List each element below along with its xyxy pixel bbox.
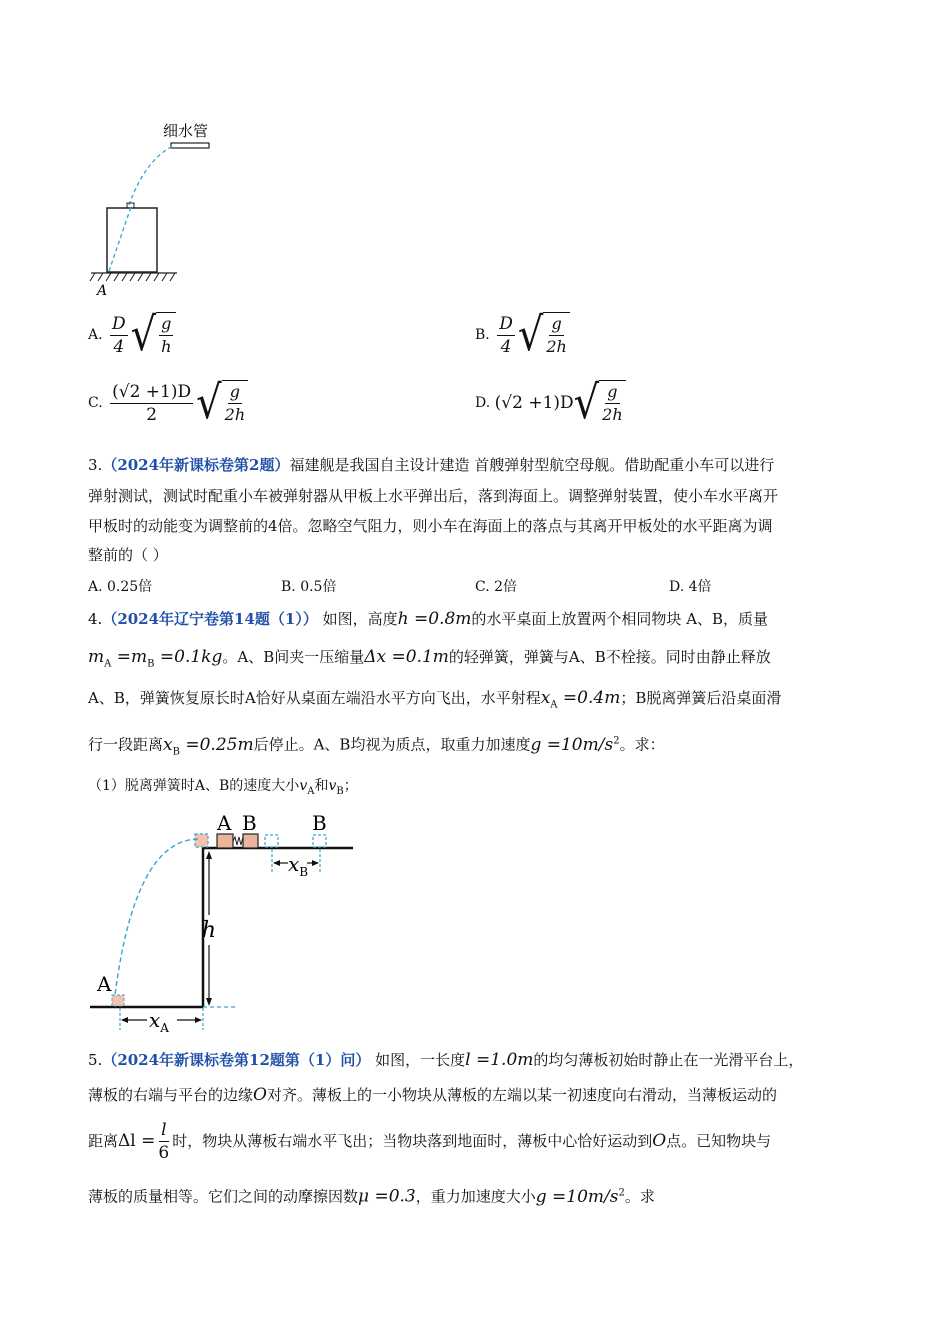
q5-text-1a: 如图，一长度	[370, 1051, 466, 1069]
q4-compression-expr: Δx =0.1m	[364, 647, 449, 667]
q4-number: 4.	[88, 610, 103, 628]
q5-delta-l-num: l	[161, 1119, 167, 1140]
q4-g-expr: $g =10m/s^2$	[530, 734, 620, 755]
q3-number: 3.	[88, 456, 103, 474]
q4-text-3b: ；B脱离弹簧后沿桌面滑	[620, 689, 782, 707]
q5-delta-l: Δl =	[118, 1131, 156, 1151]
q5-text-1b: 的均匀薄板初始时静止在一光滑平台上，	[533, 1051, 804, 1069]
option-c-num: (√2 +1)D	[112, 381, 192, 402]
option-a-fraction	[110, 313, 128, 358]
q4-line-3	[88, 688, 781, 715]
q3-line-2: 弹射测试，测试时配重小车被弹射器从甲板上水平弹出后，落到海面上。调整弹射装置，使小车水平离开	[88, 487, 779, 505]
q4-text-4a: 行一段距离	[88, 735, 164, 754]
q4-text-4c: 。求：	[619, 735, 665, 754]
option-b-letter: B.	[475, 327, 490, 343]
option-a[interactable]	[88, 308, 176, 362]
label-point-a: A	[97, 283, 108, 299]
q5-line-3	[88, 1118, 771, 1164]
option-a-letter: A.	[88, 327, 103, 343]
q4-text-2a: 。A、B间夹一压缩量	[222, 648, 365, 666]
label-xa: $x_A$	[149, 1008, 169, 1035]
option-b-sqrt: √ $\frac{g}{2h}$	[518, 312, 570, 358]
option-d-rad-num: g	[605, 381, 619, 404]
q5-point-o-2: O	[652, 1131, 667, 1151]
option-c-rad-den: 2h	[224, 405, 246, 424]
option-d-letter: D.	[475, 395, 491, 411]
q4-text-1b: 的水平桌面上放置两个相同物块 A、B，质量	[471, 610, 769, 628]
label-h: h	[201, 918, 217, 943]
block-b-ghost-end	[313, 835, 326, 847]
q5-text-3b: 时，物块从薄板右端水平飞出；当物块落到地面时，薄板中心恰好运动到	[172, 1132, 653, 1150]
label-a-bottom: A	[97, 972, 112, 996]
q3-option-b[interactable]: B. 0.5倍	[281, 579, 337, 595]
option-d[interactable]	[475, 376, 626, 430]
q4-subquestion-1	[88, 776, 358, 802]
q4-xa-expr: $x_A =0.4m$	[540, 688, 621, 711]
q3-text-1: 福建舰是我国自主设计建造 首艘弹射型航空母舰。借助配重小车可以进行	[289, 456, 775, 474]
option-c-den: 2	[146, 404, 158, 425]
option-c[interactable]	[88, 376, 248, 430]
q5-g-expr: $g =10m/s^2$	[535, 1186, 625, 1207]
q5-point-o-1: O	[253, 1085, 267, 1105]
q5-line-2	[88, 1085, 777, 1105]
q4-sub1-text-c: ；	[343, 778, 358, 794]
option-c-rad-num: g	[228, 381, 242, 404]
block-b-ghost-start	[265, 835, 278, 847]
water-tank	[107, 208, 157, 272]
q3-line-3: 甲板时的动能变为调整前的4倍。忽略空气阻力，则小车在海面上的落点与其离开甲板处的水平距离为调	[88, 517, 773, 535]
q5-delta-l-den: 6	[158, 1142, 170, 1163]
q5-line-4	[88, 1183, 655, 1207]
q5-text-3c: 点。已知物块与	[666, 1132, 772, 1150]
q5-delta-l-fraction	[158, 1119, 169, 1164]
xb-arrowhead-right	[312, 860, 319, 866]
block-a-landed	[112, 995, 124, 1006]
q4-sub1-text-a: （1）脱离弹簧时A、B的速度大小	[88, 778, 300, 794]
figure-water-tank	[85, 115, 235, 305]
option-d-pre: (√2 +1)D	[494, 393, 574, 413]
q3-option-d[interactable]: D. 4倍	[669, 579, 712, 595]
figure-table-blocks	[85, 805, 365, 1035]
q5-text-4c: 。求	[624, 1187, 655, 1206]
q4-va: $v_A$	[299, 778, 315, 797]
q3-line-4: 整前的（ ）	[88, 546, 168, 564]
option-b-den: 4	[500, 336, 512, 357]
label-thin-tube: 细水管	[163, 122, 209, 140]
option-a-sqrt: √ $\frac{g}{h}$	[131, 312, 177, 358]
q4-line-1	[88, 609, 768, 629]
q5-text-4b: ，重力加速度大小	[415, 1187, 536, 1206]
option-c-fraction	[110, 381, 193, 426]
q5-text-2b: 对齐。薄板上的一小物块从薄板的左端以某一初速度向右滑动，当薄板运动的	[266, 1086, 777, 1104]
option-d-sqrt: √ $\frac{g}{2h}$	[574, 380, 626, 426]
option-b-fraction	[497, 313, 515, 358]
h-arrowhead-top	[206, 851, 212, 859]
q4-mass-expr: $m_A =m_B =0.1kg$	[88, 647, 223, 670]
option-c-letter: C.	[88, 395, 103, 411]
jet-line	[109, 207, 131, 271]
q3-option-c[interactable]: C. 2倍	[475, 579, 518, 595]
label-b-right: B	[312, 811, 327, 835]
block-a	[217, 834, 233, 848]
q5-source: （2024年新课标卷第12题第（1）问）	[102, 1051, 371, 1069]
q4-line-2	[88, 647, 771, 674]
block-a-ghost-top	[195, 834, 208, 847]
q4-height-expr: h =0.8m	[397, 609, 472, 629]
thin-tube	[171, 143, 209, 148]
q5-mu-expr: μ =0.3	[358, 1186, 416, 1207]
water-jet-curve	[129, 146, 173, 205]
q4-line-4	[88, 731, 665, 762]
label-b-top: B	[242, 811, 257, 835]
label-a-top: A	[217, 811, 232, 835]
trajectory-curve	[115, 839, 198, 995]
xa-arrowhead-right	[195, 1017, 202, 1023]
q5-text-2a: 薄板的右端与平台的边缘	[88, 1086, 254, 1104]
xa-arrowhead-left	[121, 1017, 128, 1023]
option-b-rad-den: 2h	[546, 337, 567, 356]
q5-text-4a: 薄板的质量相等。它们之间的动摩擦因数	[88, 1187, 359, 1206]
q4-sub1-text-b: 和	[314, 778, 329, 794]
q3-source: （2024年新课标卷第2题）	[102, 456, 290, 474]
option-a-den: 4	[113, 336, 125, 357]
q4-text-4b: 后停止。A、B均视为质点，取重力加速度	[253, 735, 531, 754]
q4-source: （2024年辽宁卷第14题（1））	[102, 610, 318, 628]
option-a-rad-num: g	[159, 313, 173, 336]
option-b-rad-num: g	[549, 313, 563, 336]
option-b[interactable]	[475, 308, 570, 362]
xb-arrowhead-left	[273, 860, 280, 866]
q5-line-1	[88, 1050, 803, 1070]
q5-text-3a: 距离	[88, 1132, 119, 1150]
ground-hatch	[90, 273, 175, 281]
q5-length-expr: l =1.0m	[465, 1050, 534, 1070]
option-a-num: D	[112, 313, 126, 334]
label-xb: $x_B$	[288, 852, 309, 879]
q3-option-a[interactable]: A. 0.25倍	[88, 579, 153, 595]
option-b-num: D	[499, 313, 513, 334]
h-arrowhead-bottom	[206, 998, 212, 1006]
option-c-sqrt: √ $\frac{g}{2h}$	[196, 380, 248, 426]
block-b	[243, 834, 258, 848]
q4-vb: $v_B$	[328, 778, 344, 797]
q4-text-3a: A、B，弹簧恢复原长时A恰好从桌面左端沿水平方向飞出，水平射程	[88, 689, 541, 707]
q3-line-1	[88, 455, 774, 475]
q4-text-2b: 的轻弹簧，弹簧与A、B不栓接。同时由静止释放	[448, 648, 771, 666]
option-d-rad-den: 2h	[602, 405, 623, 424]
option-a-rad-den: h	[161, 337, 172, 356]
q5-number: 5.	[88, 1051, 103, 1069]
q4-xb-expr: $x_B =0.25m$	[163, 734, 254, 758]
q4-text-1a: 如图，高度	[317, 610, 398, 628]
